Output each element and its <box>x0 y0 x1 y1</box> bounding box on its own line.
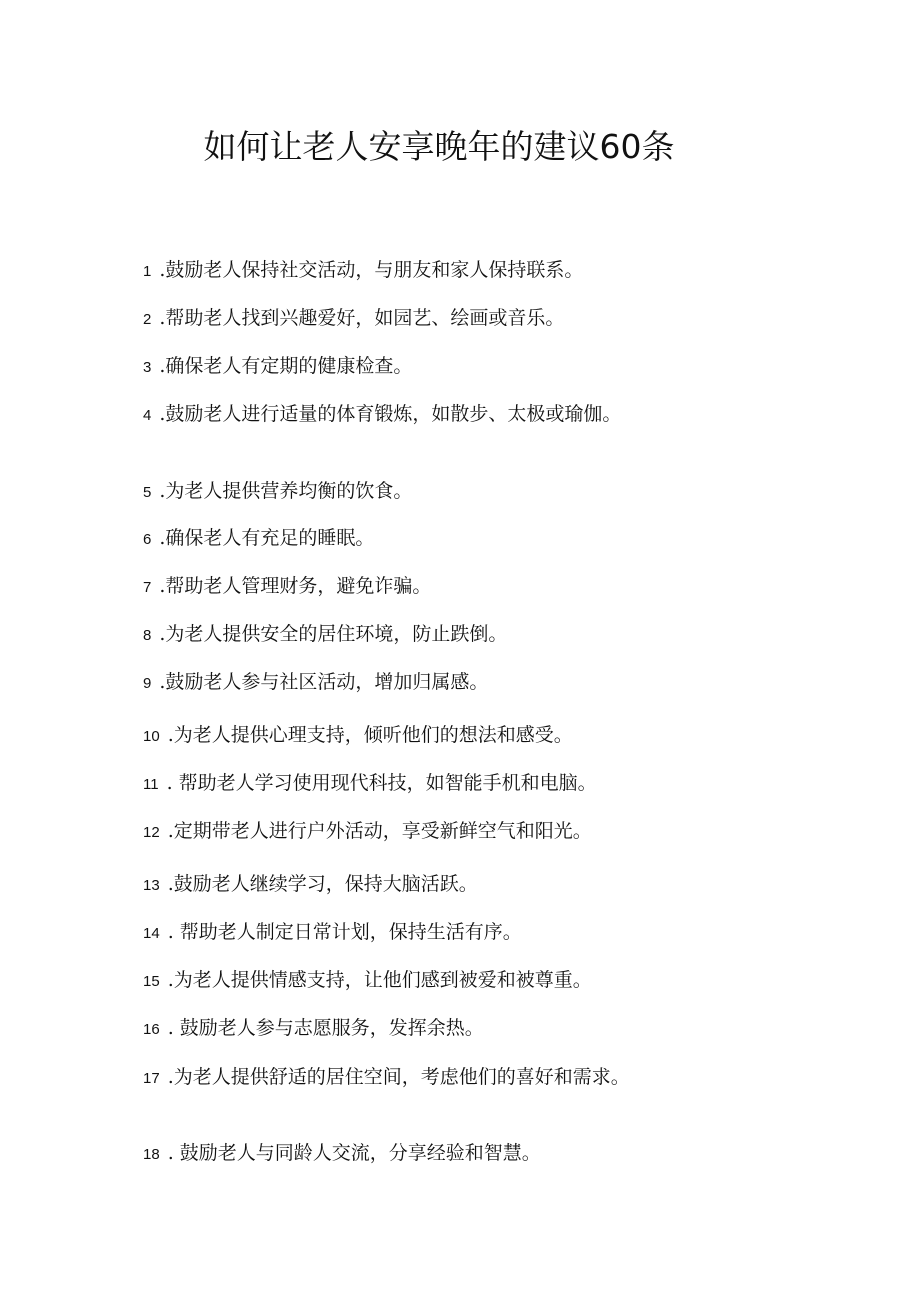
item-text: . 鼓励老人与同龄人交流，分享经验和智慧。 <box>167 1142 541 1164</box>
item-number: 13 <box>143 877 160 894</box>
item-number: 7 <box>143 579 152 596</box>
item-number: 9 <box>143 675 152 692</box>
item-text: .为老人提供舒适的居住空间，考虑他们的喜好和需求。 <box>167 1066 630 1088</box>
item-number: 17 <box>143 1070 160 1087</box>
item-text: .确保老人有定期的健康检查。 <box>159 355 413 377</box>
list-item <box>143 871 663 899</box>
list-item <box>143 353 663 381</box>
item-text: .鼓励老人参与社区活动，增加归属感。 <box>159 671 489 693</box>
item-number: 15 <box>143 973 160 990</box>
item-text: .确保老人有充足的睡眠。 <box>159 527 375 549</box>
list-item <box>143 478 663 506</box>
item-number: 12 <box>143 824 160 841</box>
item-number: 16 <box>143 1021 160 1038</box>
list-item <box>143 967 663 995</box>
item-text: .帮助老人管理财务，避免诈骗。 <box>159 575 432 597</box>
item-text: .鼓励老人保持社交活动，与朋友和家人保持联系。 <box>159 259 584 281</box>
item-number: 3 <box>143 359 152 376</box>
item-number: 14 <box>143 925 160 942</box>
item-number: 10 <box>143 728 160 745</box>
item-text: .定期带老人进行户外活动，享受新鲜空气和阳光。 <box>167 820 592 842</box>
list-item <box>143 401 663 429</box>
item-text: .为老人提供营养均衡的饮食。 <box>159 480 413 502</box>
list-item <box>143 1064 663 1092</box>
item-text: . 帮助老人学习使用现代科技，如智能手机和电脑。 <box>166 772 597 794</box>
list-item <box>143 525 663 553</box>
item-number: 6 <box>143 531 152 548</box>
item-number: 4 <box>143 407 152 424</box>
list-item <box>143 257 663 285</box>
list-item <box>143 621 663 649</box>
list-item <box>143 305 663 333</box>
list-item <box>143 573 663 601</box>
list-item <box>143 1140 663 1168</box>
item-number: 1 <box>143 263 152 280</box>
item-text: . 鼓励老人参与志愿服务，发挥余热。 <box>167 1017 484 1039</box>
item-text: .为老人提供情感支持，让他们感到被爱和被尊重。 <box>167 969 592 991</box>
item-text: . 帮助老人制定日常计划，保持生活有序。 <box>167 921 522 943</box>
item-text: .为老人提供安全的居住环境，防止跌倒。 <box>159 623 508 645</box>
list-item <box>143 1015 663 1043</box>
item-text: .鼓励老人继续学习，保持大脑活跃。 <box>167 873 478 895</box>
item-number: 8 <box>143 627 152 644</box>
item-number: 5 <box>143 484 152 501</box>
list-item <box>143 770 663 798</box>
item-text: .鼓励老人进行适量的体育锻炼，如散步、太极或瑜伽。 <box>159 403 622 425</box>
list-item <box>143 818 663 846</box>
list-item <box>143 919 663 947</box>
item-text: .为老人提供心理支持，倾听他们的想法和感受。 <box>167 724 573 746</box>
list-item <box>143 669 663 697</box>
page-title: 如何让老人安享晚年的建议60条 <box>203 127 675 166</box>
item-number: 2 <box>143 311 152 328</box>
item-number: 11 <box>143 776 159 793</box>
item-text: .帮助老人找到兴趣爱好，如园艺、绘画或音乐。 <box>159 307 565 329</box>
list-item <box>143 722 663 750</box>
item-number: 18 <box>143 1146 160 1163</box>
